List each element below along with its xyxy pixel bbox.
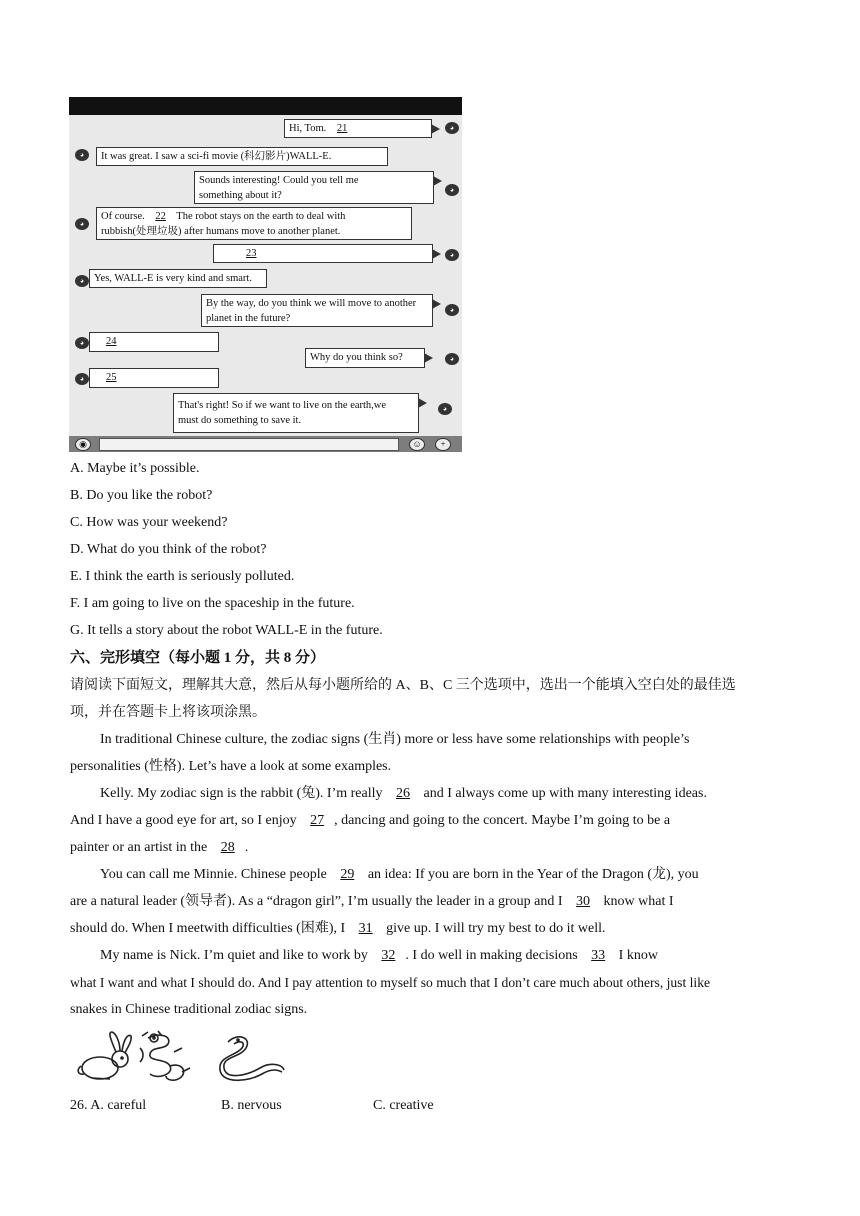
chat-bubble-23	[213, 244, 433, 263]
passage-text: I know	[615, 948, 658, 963]
chat-bubble-movie	[96, 147, 388, 166]
chat-bubble-thatsright	[173, 393, 419, 433]
passage-line	[70, 838, 248, 858]
chat-title-bar	[69, 97, 462, 115]
emoji-icon[interactable]: ☺	[409, 438, 425, 451]
bubble-text: rubbish(处理垃圾) after humans move to another planet.	[101, 226, 341, 237]
blank-27: 27	[310, 813, 325, 828]
passage-text: .	[244, 840, 249, 855]
section-heading: 六、完形填空（每小题 1 分，共 8 分）	[70, 650, 326, 666]
chat-bubble-kind	[89, 269, 267, 288]
passage-line	[70, 919, 605, 939]
blank-22: 22	[155, 211, 166, 222]
avatar-icon: ◕	[445, 353, 459, 365]
bubble-text: By the way, do you think we will move to another	[206, 298, 417, 309]
passage-text: Kelly. My zodiac sign is the rabbit (兔). I’m really	[100, 786, 387, 801]
passage-line	[100, 784, 707, 804]
blank-33: 33	[591, 948, 606, 963]
voice-icon[interactable]: ◉	[75, 438, 91, 451]
q26-option-b: B. nervous	[221, 1098, 282, 1113]
avatar-icon: ◕	[75, 373, 89, 385]
blank-24: 24	[106, 336, 117, 347]
avatar-icon: ◕	[445, 249, 459, 261]
option-f: F. I am going to live on the spaceship in the future.	[70, 596, 355, 611]
passage-text: are a natural leader (领导者). As a “dragon girl”, I’m usually the leader in a group and I	[70, 894, 567, 909]
chat-bubble-bytheway	[201, 294, 433, 327]
bubble-text: something about it?	[199, 190, 282, 201]
option-a: A. Maybe it’s possible.	[70, 461, 200, 476]
chat-input-bar	[69, 436, 462, 452]
bubble-text: The robot stays on the earth to deal with	[173, 211, 346, 222]
passage-text: My name is Nick. I’m quiet and like to work by	[100, 948, 372, 963]
bubble-text: Sounds interesting! Could you tell me	[199, 175, 359, 186]
blank-25: 25	[106, 372, 117, 383]
option-c: C. How was your weekend?	[70, 515, 228, 530]
blank-32: 32	[381, 948, 396, 963]
passage-line	[70, 811, 670, 831]
avatar-icon: ◕	[445, 184, 459, 196]
rabbit-icon	[78, 1032, 131, 1079]
bubble-text: planet in the future?	[206, 313, 291, 324]
option-g: G. It tells a story about the robot WALL-E in the future.	[70, 623, 383, 638]
plus-icon[interactable]: +	[435, 438, 451, 451]
avatar-icon: ◕	[75, 337, 89, 349]
avatar-icon: ◕	[75, 218, 89, 230]
passage-text: And I have a good eye for art, so I enjoy	[70, 813, 301, 828]
chat-input[interactable]	[99, 438, 399, 451]
bubble-text: Yes, WALL-E is very kind and smart.	[94, 273, 252, 284]
instruction-line: 项，并在答题卡上将该项涂黑。	[70, 705, 266, 720]
dragon-icon	[140, 1031, 190, 1080]
blank-26: 26	[396, 786, 411, 801]
passage-text: should do. When I meetwith difficulties (困难), I	[70, 921, 349, 936]
avatar-icon: ◕	[75, 275, 89, 287]
passage-line: In traditional Chinese culture, the zodiac signs (生肖) more or less have some relationships with people’s	[100, 732, 690, 747]
passage-text: give up. I will try my best to do it well.	[382, 921, 606, 936]
blank-30: 30	[576, 894, 591, 909]
passage-text: an idea: If you are born in the Year of the Dragon (龙), you	[364, 867, 699, 882]
passage-line: personalities (性格). Let’s have a look at some examples.	[70, 759, 392, 774]
bubble-text: Of course.	[101, 211, 148, 222]
passage-text: , dancing and going to the concert. Maybe I’m going to be a	[334, 813, 671, 828]
snake-icon	[220, 1037, 284, 1080]
bubble-text: Why do you think so?	[310, 352, 403, 363]
instruction-line: 请阅读下面短文，理解其大意，然后从每小题所给的 A、B、C 三个选项中，选出一个能填入空白处的最佳选	[70, 678, 736, 693]
avatar-icon: ◕	[445, 122, 459, 134]
avatar-icon: ◕	[75, 149, 89, 161]
passage-line	[70, 892, 674, 912]
passage-text: You can call me Minnie. Chinese people	[100, 867, 331, 882]
passage-line: snakes in Chinese traditional zodiac signs.	[70, 1002, 308, 1017]
passage-line: what I want and what I should do. And I pay attention to myself so much that I don’t care much about others, just like	[70, 975, 711, 990]
passage-line	[100, 946, 658, 966]
zodiac-animals-illustration	[70, 1028, 290, 1086]
blank-23: 23	[246, 248, 257, 259]
bubble-text: That's right! So if we want to live on the earth,we	[178, 400, 387, 411]
avatar-icon: ◕	[438, 403, 452, 415]
blank-29: 29	[340, 867, 355, 882]
chat-bubble-21	[284, 119, 432, 138]
bubble-text: It was great. I saw a sci-fi movie (科幻影片)WALL-E.	[101, 151, 332, 162]
chat-bubble-25	[89, 368, 219, 388]
blank-28: 28	[220, 840, 235, 855]
chat-bubble-24	[89, 332, 219, 352]
passage-text: know what I	[600, 894, 674, 909]
chat-screenshot	[69, 97, 462, 452]
q26-option-a: 26. A. careful	[70, 1098, 147, 1113]
chat-bubble-why	[305, 348, 425, 368]
avatar-icon: ◕	[445, 304, 459, 316]
passage-line	[100, 865, 699, 885]
chat-bubble-sounds	[194, 171, 434, 204]
chat-bubble-22	[96, 207, 412, 240]
option-b: B. Do you like the robot?	[70, 488, 213, 503]
option-d: D. What do you think of the robot?	[70, 542, 267, 557]
passage-text: painter or an artist in the	[70, 840, 211, 855]
passage-text: and I always come up with many interesting ideas.	[420, 786, 707, 801]
blank-21: 21	[336, 123, 348, 134]
q26-option-c: C. creative	[373, 1098, 434, 1113]
blank-31: 31	[358, 921, 373, 936]
passage-text: . I do well in making decisions	[405, 948, 582, 963]
bubble-text: must do something to save it.	[178, 415, 302, 426]
option-e: E. I think the earth is seriously polluted.	[70, 569, 295, 584]
bubble-text: Hi, Tom.	[289, 123, 329, 134]
